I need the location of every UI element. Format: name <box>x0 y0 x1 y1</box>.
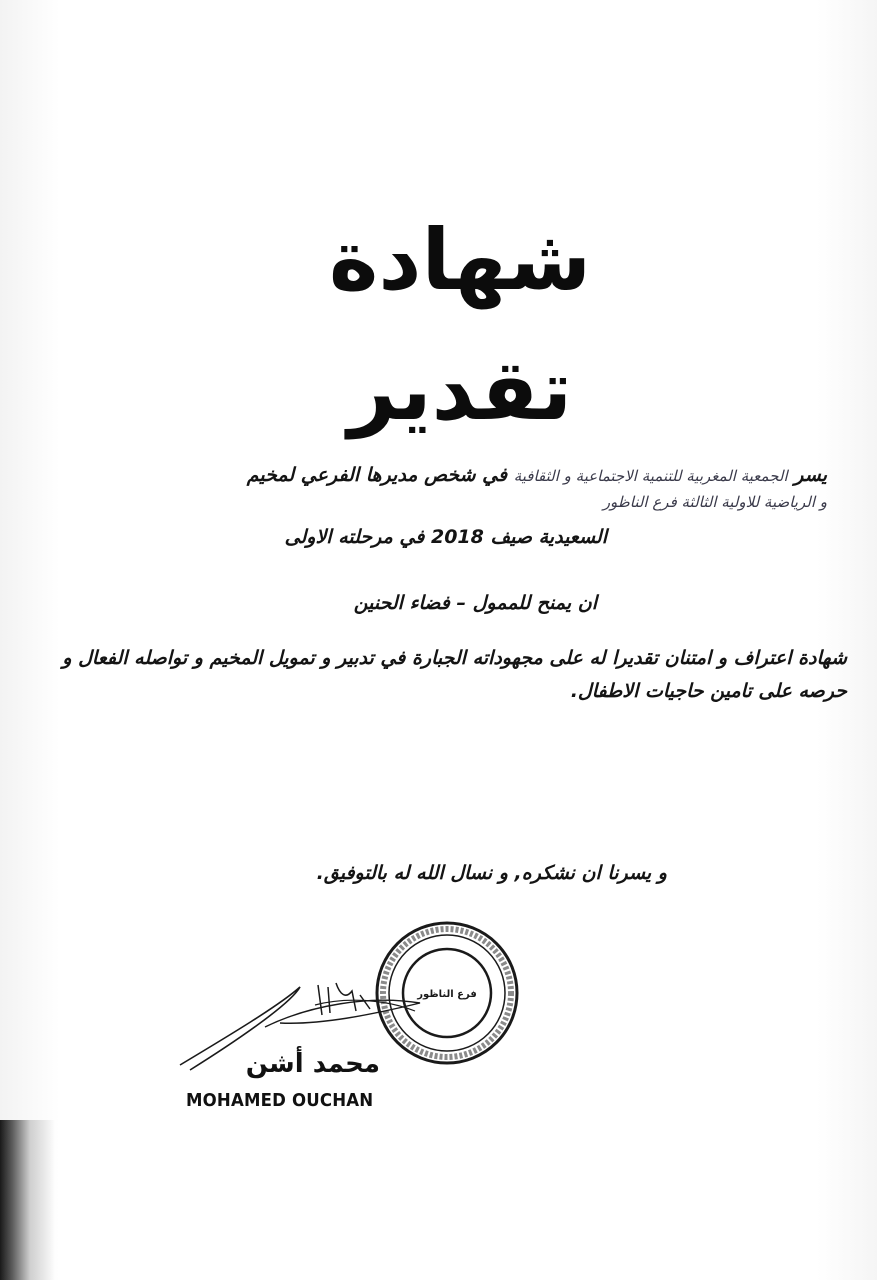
certificate-title: شهادة تقدير <box>328 211 592 439</box>
certificate-body: شهادة اعتراف و امتنان تقديرا له على مجهوداته الجبارة في تدبير و تمويل المخيم و تواصله الفعال و حرصه على تامين حاجيات الاطفال. <box>62 647 847 702</box>
grant-line: ان يمنح للممول – فضاء الحنين <box>353 592 597 614</box>
signatory-name-arabic: محمد أشن <box>245 1049 380 1079</box>
stamp-center-text: فرع الناظور <box>417 989 477 1000</box>
handwritten-organization-continued: و الرياضية للاولية الثالثة فرع الناظور <box>602 493 827 511</box>
intro-line-3: السعيدية صيف 2018 في مرحلته الاولى <box>284 526 607 548</box>
intro-printed-start: يسر <box>794 464 827 486</box>
scan-edge-shadow <box>0 1120 55 1280</box>
intro-printed-mid: في شخص مديرها الفرعي لمخيم <box>246 464 508 486</box>
organization-stamp <box>372 918 522 1068</box>
closing-line: و يسرنا ان نشكره, و نسال الله له بالتوفيق. <box>316 862 667 884</box>
signatory-name-english: MOHAMED OUCHAN <box>186 1090 374 1111</box>
intro-line-2 <box>47 488 827 515</box>
handwritten-organization: الجمعية المغربية للتنمية الاجتماعية و الثقافية <box>513 467 788 485</box>
intro-line-1 <box>47 462 827 489</box>
